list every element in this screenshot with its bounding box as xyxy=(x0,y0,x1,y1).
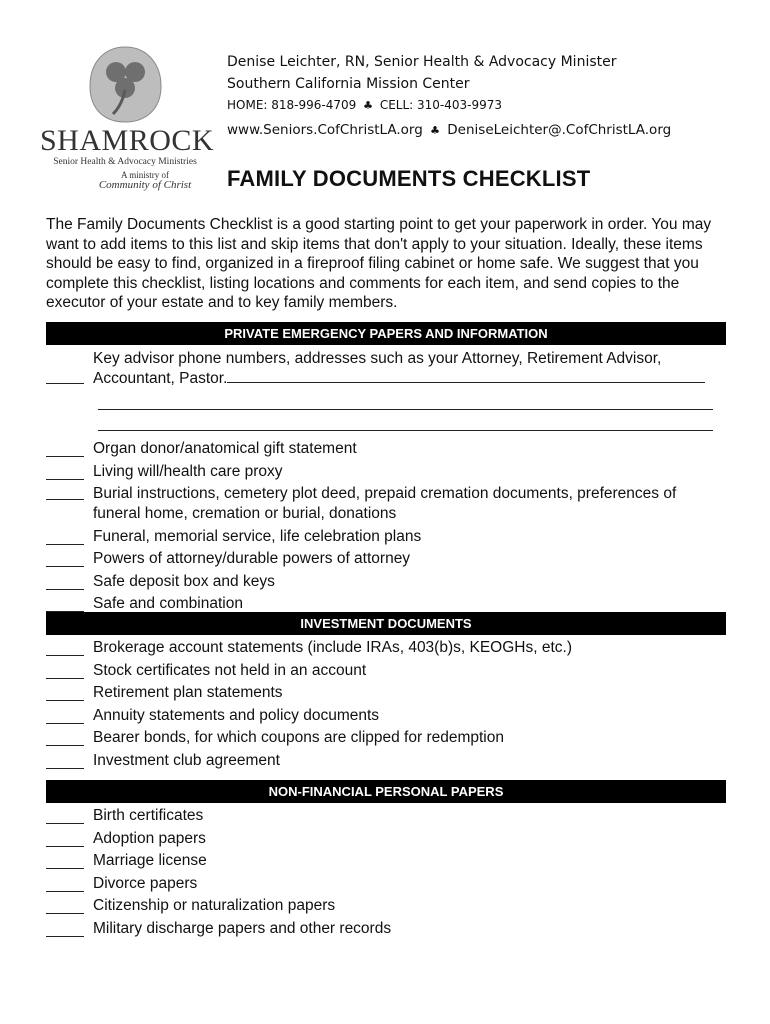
item-label: Brokerage account statements (include IRAs, 403(b)s, KEOGHs, etc.) xyxy=(93,639,572,656)
cell-phone[interactable]: 310-403-9973 xyxy=(417,98,503,112)
section-heading: INVESTMENT DOCUMENTS xyxy=(46,612,726,635)
checklist-item xyxy=(46,874,726,894)
checkbox-blank[interactable] xyxy=(46,589,84,590)
checklist-item xyxy=(46,462,726,482)
item-label: Living will/health care proxy xyxy=(93,462,283,480)
contact-block xyxy=(227,54,671,144)
item-label: Key advisor phone numbers, addresses such as your Attorney, Retirement Advisor, Accountant, Pastor. xyxy=(93,350,662,387)
checklist-item xyxy=(46,806,726,826)
checkbox-blank[interactable] xyxy=(46,745,84,746)
item-label: Annuity statements and policy documents xyxy=(93,706,380,724)
item-label: Organ donor/anatomical gift statement xyxy=(93,440,357,457)
checkbox-blank[interactable] xyxy=(46,678,84,679)
section-heading: PRIVATE EMERGENCY PAPERS AND INFORMATION xyxy=(46,322,726,345)
contact-web xyxy=(227,122,671,144)
checklist-item xyxy=(46,594,726,614)
section-investment xyxy=(46,612,726,773)
email-link[interactable]: DeniseLeichter@.CofChristLA.org xyxy=(447,122,672,138)
item-label: Marriage license xyxy=(93,852,207,869)
checklist-item xyxy=(46,829,726,849)
checkbox-blank[interactable] xyxy=(46,499,84,500)
logo-ministry xyxy=(80,170,210,190)
checklist-item xyxy=(46,549,726,569)
write-in-line[interactable] xyxy=(98,389,713,410)
checkbox-blank[interactable] xyxy=(46,936,84,937)
item-label: Retirement plan statements xyxy=(93,684,283,701)
checkbox-blank[interactable] xyxy=(46,846,84,847)
checklist-item xyxy=(46,439,726,459)
item-label: Safe and combination xyxy=(93,595,243,612)
home-label: HOME: xyxy=(227,98,272,112)
item-label: Divorce papers xyxy=(93,874,198,892)
checklist-item xyxy=(46,638,726,658)
section-heading: NON-FINANCIAL PERSONAL PAPERS xyxy=(46,780,726,803)
item-label: Stock certificates not held in an account xyxy=(93,661,367,679)
item-label: Safe deposit box and keys xyxy=(93,572,275,590)
logo-ministry-org: Community of Christ xyxy=(98,179,192,191)
item-label: Bearer bonds, for which coupons are clipped for redemption xyxy=(93,729,504,746)
website-link[interactable]: www.Seniors.CofChristLA.org xyxy=(227,122,423,138)
checkbox-blank[interactable] xyxy=(46,723,84,724)
item-label: Investment club agreement xyxy=(93,751,280,769)
contact-center: Southern California Mission Center xyxy=(227,76,470,92)
section-private-emergency xyxy=(46,322,726,617)
checkbox-blank[interactable] xyxy=(46,700,84,701)
checklist-item xyxy=(46,572,726,592)
contact-phones xyxy=(227,98,671,120)
checkbox-blank[interactable] xyxy=(46,456,84,457)
intro-paragraph: The Family Documents Checklist is a good starting point to get your paperwork in order. You may want to add items to this list and skip items that don't apply to your situation. Ideally, these items should be easy to find, organized in a fireproof filing cabinet or home safe. We suggest that you complete this checklist, listing locations and comments for each item, and send copies to the executor of your estate and to key family members. xyxy=(46,216,712,311)
checklist-item xyxy=(46,728,726,748)
home-phone[interactable]: 818-996-4709 xyxy=(271,98,357,112)
section-personal-papers xyxy=(46,780,726,941)
shamrock-separator-icon: ♣ xyxy=(363,99,373,112)
checkbox-blank[interactable] xyxy=(46,913,84,914)
shamrock-stone-icon xyxy=(85,44,165,124)
checklist-item xyxy=(46,484,726,524)
item-label: Adoption papers xyxy=(93,829,206,847)
item-label: Burial instructions, cemetery plot deed, prepaid cremation documents, preferences of funeral home, cremation or burial, donations xyxy=(93,485,677,522)
checkbox-blank[interactable] xyxy=(46,823,84,824)
shamrock-logo xyxy=(40,44,215,194)
logo-brand: SHAMROCK xyxy=(40,124,215,157)
checklist-item xyxy=(46,751,726,771)
checklist-item xyxy=(46,527,726,547)
checkbox-blank[interactable] xyxy=(46,383,84,384)
logo-subtitle: Senior Health & Advocacy Ministries xyxy=(53,157,197,167)
checkbox-blank[interactable] xyxy=(46,544,84,545)
checklist-item xyxy=(46,896,726,916)
item-label: Powers of attorney/durable powers of attorney xyxy=(93,550,411,567)
write-in-line[interactable] xyxy=(98,410,713,431)
item-label: Birth certificates xyxy=(93,807,204,824)
page-title: FAMILY DOCUMENTS CHECKLIST xyxy=(227,166,591,191)
checkbox-blank[interactable] xyxy=(46,768,84,769)
checklist-item xyxy=(46,683,726,703)
checkbox-blank[interactable] xyxy=(46,566,84,567)
checklist-item xyxy=(46,851,726,871)
checkbox-blank[interactable] xyxy=(46,868,84,869)
contact-name: Denise Leichter, RN, Senior Health & Advocacy Minister xyxy=(227,54,617,70)
item-label: Military discharge papers and other records xyxy=(93,919,392,937)
checklist-item xyxy=(46,661,726,681)
checklist-item xyxy=(46,919,726,939)
item-label: Funeral, memorial service, life celebration plans xyxy=(93,527,422,545)
item-label: Citizenship or naturalization papers xyxy=(93,897,336,914)
checkbox-blank[interactable] xyxy=(46,479,84,480)
checkbox-blank[interactable] xyxy=(46,891,84,892)
logo-ministry-line: A ministry of xyxy=(120,170,169,180)
checkbox-blank[interactable] xyxy=(46,655,84,656)
cell-label: CELL: xyxy=(379,98,418,112)
checklist-item-advisors xyxy=(46,349,726,389)
checklist-item xyxy=(46,706,726,726)
write-in-line[interactable] xyxy=(227,370,705,383)
shamrock-separator-icon: ♣ xyxy=(430,124,440,137)
